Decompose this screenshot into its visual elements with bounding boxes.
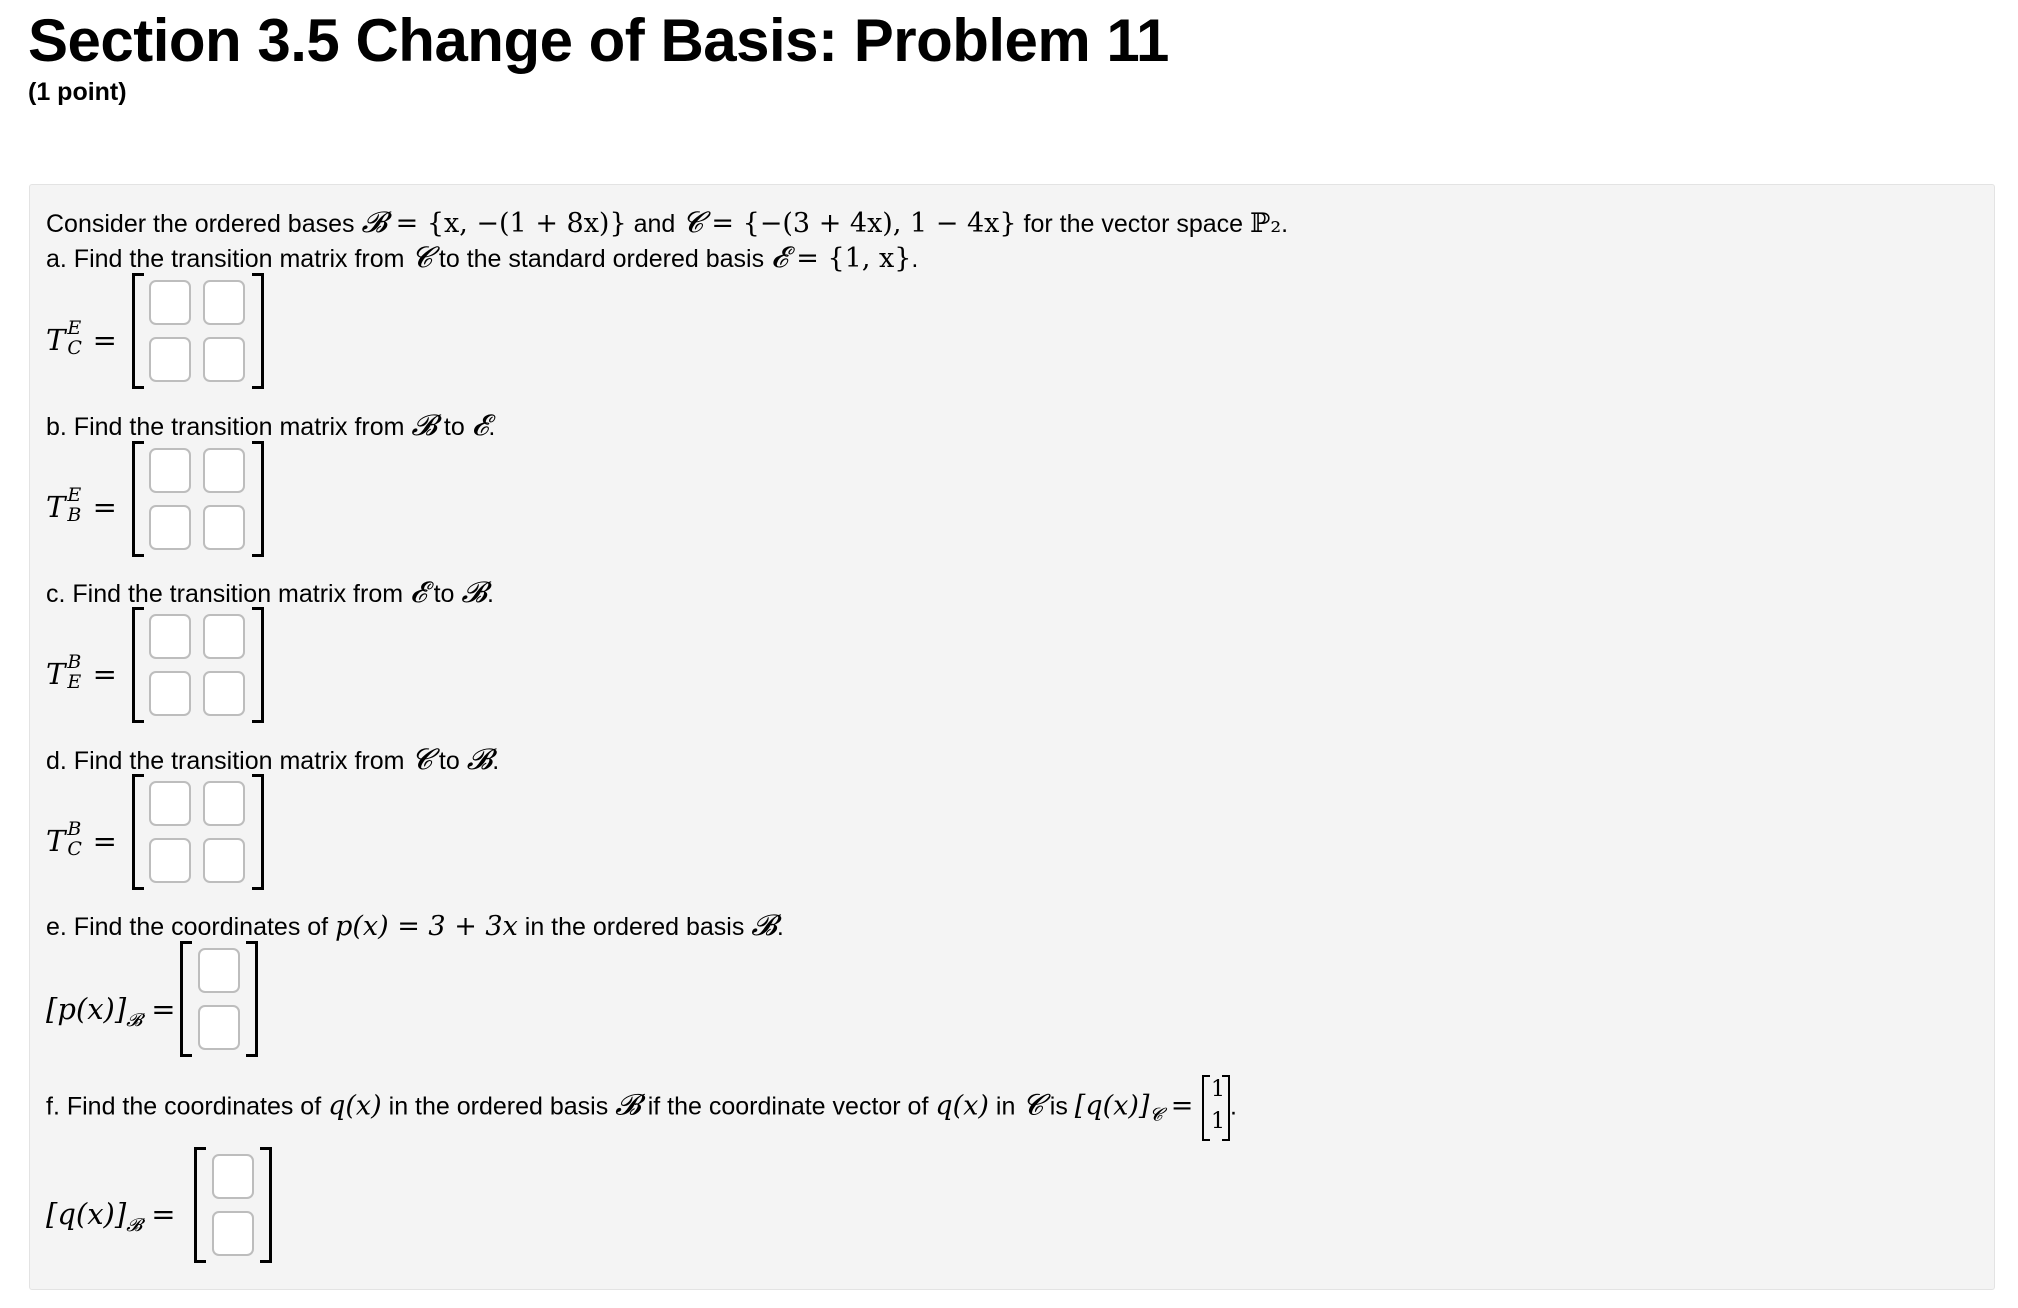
part-c-question: c. Find the transition matrix from 𝓔 to 𝓑.: [46, 575, 494, 609]
part-a-question: a. Find the transition matrix from 𝓒 to the standard ordered basis 𝓔 = {1, x}.: [46, 240, 919, 274]
part-b-cell-1-2[interactable]: [203, 448, 245, 493]
part-f-cell-1[interactable]: [212, 1154, 254, 1199]
part-b-matrix: [132, 441, 264, 557]
part-d-label: T B C =: [46, 818, 117, 860]
part-f-cell-2[interactable]: [212, 1211, 254, 1256]
part-a-matrix: [132, 273, 264, 389]
part-b-cell-2-2[interactable]: [203, 505, 245, 550]
bracket-left: [132, 273, 144, 389]
part-e-label: $[p(x)]_𝓑$ =: [46, 992, 176, 1031]
part-c-cell-1-1[interactable]: [149, 614, 191, 659]
part-f-vector: [194, 1147, 272, 1263]
part-a-label: T E C =: [46, 317, 117, 359]
part-b-label: T E B =: [46, 484, 117, 526]
part-c-cell-2-2[interactable]: [203, 671, 245, 716]
part-e-question: e. Find the coordinates of p(x) = 3 + 3x in the ordered basis 𝓑.: [46, 908, 784, 942]
part-c-cell-2-1[interactable]: [149, 671, 191, 716]
bracket-left: [132, 441, 144, 557]
problem-panel: [29, 184, 1995, 1290]
part-c-label: T B E =: [46, 651, 117, 693]
page-title: Section 3.5 Change of Basis: Problem 11: [28, 7, 1169, 74]
bracket-right: [252, 607, 264, 723]
bracket-left: [132, 607, 144, 723]
part-b-question: b. Find the transition matrix from 𝓑 to 𝓔.: [46, 408, 496, 442]
part-e-cell-2[interactable]: [198, 1005, 240, 1050]
bracket-right: [252, 774, 264, 890]
part-f-label: $[q(x)]_𝓑$ =: [46, 1197, 176, 1236]
part-d-matrix: [132, 774, 264, 890]
part-f-question: f. Find the coordinates of q(x) in the ordered basis 𝓑 if the coordinate vector of q(x) in 𝓒 is $[q(x)]_𝓒$ = 1 1 .: [46, 1075, 1237, 1141]
part-d-question: d. Find the transition matrix from 𝓒 to 𝓑.: [46, 742, 500, 776]
part-a-cell-1-1[interactable]: [149, 280, 191, 325]
part-e-vector: [180, 941, 258, 1057]
part-c-matrix: [132, 607, 264, 723]
part-a-cell-1-2[interactable]: [203, 280, 245, 325]
part-b-cell-2-1[interactable]: [149, 505, 191, 550]
part-a-cell-2-2[interactable]: [203, 337, 245, 382]
bracket-right: [260, 1147, 272, 1263]
intro-text: Consider the ordered bases 𝓑 = {x, −(1 + 8x)} and 𝓒 = {−(3 + 4x), 1 − 4x} for the vector space ℙ₂.: [46, 205, 1289, 239]
part-d-cell-1-1[interactable]: [149, 781, 191, 826]
bracket-left: [180, 941, 192, 1057]
bracket-right: [246, 941, 258, 1057]
part-c-cell-1-2[interactable]: [203, 614, 245, 659]
bracket-right: [252, 441, 264, 557]
part-d-cell-2-2[interactable]: [203, 838, 245, 883]
part-e-cell-1[interactable]: [198, 948, 240, 993]
points-label: (1 point): [28, 78, 127, 106]
bracket-left: [132, 774, 144, 890]
part-b-cell-1-1[interactable]: [149, 448, 191, 493]
part-d-cell-2-1[interactable]: [149, 838, 191, 883]
bracket-left: [194, 1147, 206, 1263]
part-a-cell-2-1[interactable]: [149, 337, 191, 382]
part-d-cell-1-2[interactable]: [203, 781, 245, 826]
given-coordinate-vector: 1 1: [1202, 1075, 1230, 1141]
bracket-right: [252, 273, 264, 389]
